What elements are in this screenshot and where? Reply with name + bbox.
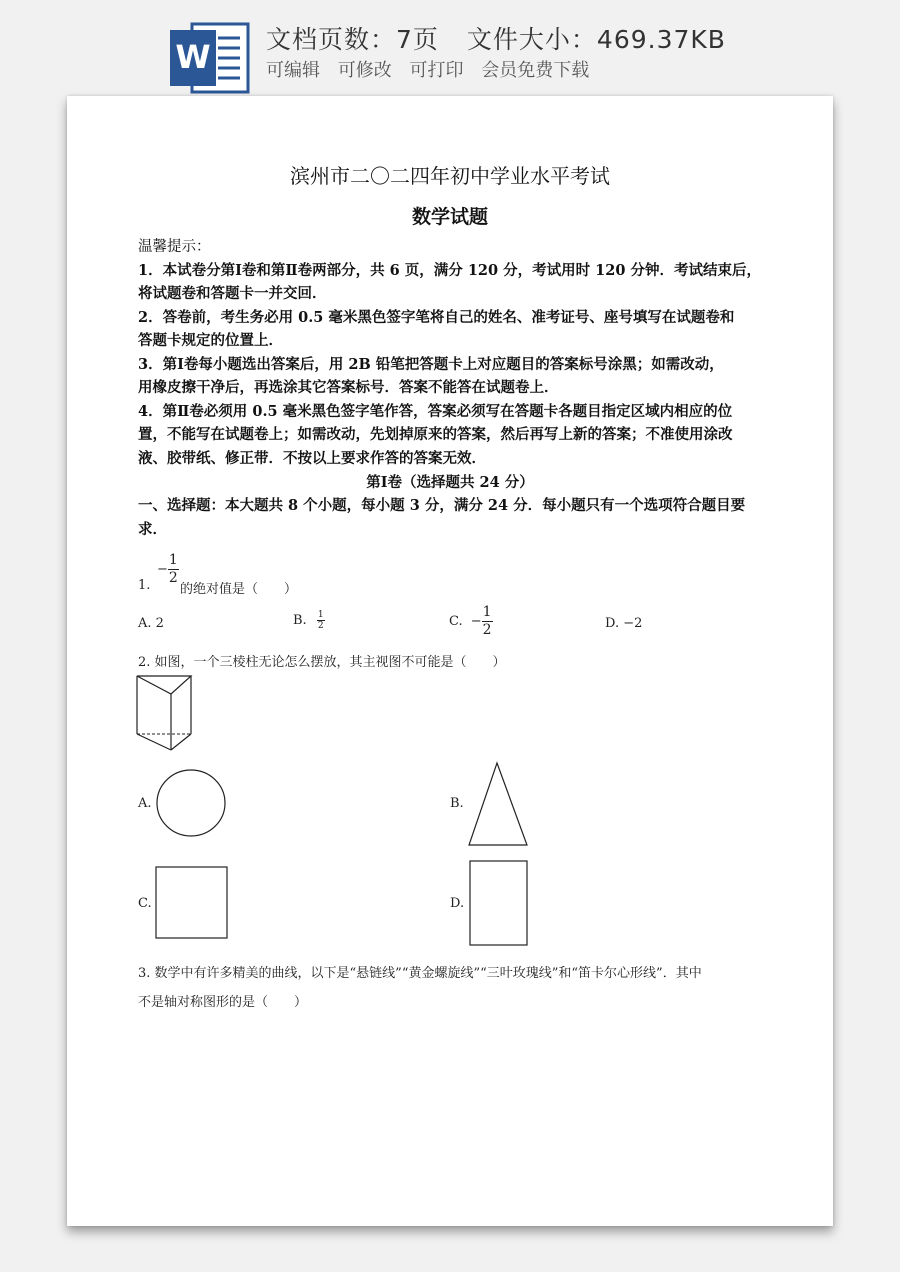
notice-line: 4．第Ⅱ卷必须用 0.5 毫米黑色签字笔作答，答案必须写在答题卡各题目指定区域内相应的位 [138, 403, 733, 420]
q1-fraction [168, 552, 179, 587]
notice-line: 液、胶带纸、修正带．不按以上要求作答的答案无效． [138, 450, 486, 467]
triangle-figure [467, 761, 529, 847]
q1-tail: 的绝对值是（ ） [180, 582, 298, 597]
notice-line: 3．第Ⅰ卷每小题选出答案后，用 2B 铅笔把答题卡上对应题目的答案标号涂黑；如需改动， [138, 356, 724, 373]
section-title: 第Ⅰ卷（选择题共 24 分） [366, 474, 534, 491]
document-page [67, 96, 833, 1226]
q2-option-b-label: B. [450, 796, 464, 811]
q1-option-a: A. 2 [138, 616, 164, 631]
file-size-label: 文件大小：469.37KB [466, 25, 726, 54]
q1-option-c: C. − $\frac{1}{2}$ [449, 604, 492, 638]
notice-line: 用橡皮擦干净后，再选涂其它答案标号．答案不能答在试题卷上． [138, 379, 559, 396]
circle-figure [156, 769, 228, 839]
q2-text: 2. 如图，一个三棱柱无论怎么摆放，其主视图不可能是（ ） [138, 655, 506, 670]
notice-line: 2．答卷前，考生务必用 0.5 毫米黑色签字笔将自己的姓名、准考证号、座号填写在试题卷和 [138, 309, 735, 326]
svg-text:W: W [175, 38, 211, 76]
q3-text-line: 3. 数学中有许多精美的曲线，以下是“悬链线”“黄金螺旋线”“三叶玫瑰线”和“笛卡尔心形线”．其中 [138, 966, 702, 981]
q1-option-b: B. $\frac{1}{2}$ [293, 610, 324, 631]
feature-modifiable: 可修改 [337, 60, 392, 81]
q1-number: 1. [138, 578, 151, 593]
feature-printable: 可打印 [409, 60, 464, 81]
q1-denominator: 2 [168, 570, 178, 586]
q1-option-d: D. −2 [605, 616, 643, 631]
notice-line: 1．本试卷分第Ⅰ卷和第Ⅱ卷两部分，共 6 页，满分 120 分，考试用时 120 分钟．考试结束后， [138, 262, 762, 279]
notice-line: 答题卡规定的位置上． [138, 332, 283, 349]
exam-title: 滨州市二〇二四年初中学业水平考试 [290, 164, 610, 188]
q2-option-a-label: A. [138, 796, 152, 811]
feature-editable: 可编辑 [266, 60, 320, 81]
exam-subtitle: 数学试题 [411, 206, 488, 228]
doc-info-header [0, 0, 900, 100]
q2-option-c-label: C. [138, 896, 152, 911]
notice-heading: 温馨提示： [138, 239, 211, 255]
q1-numerator: 1 [168, 552, 178, 568]
page-count-label: 文档页数：7页 [266, 25, 439, 54]
notice-line: 将试题卷和答题卡一并交回． [138, 285, 327, 302]
feature-member-download: 会员免费下载 [481, 60, 590, 81]
file-info-line [266, 20, 726, 56]
section-intro-line: 求． [138, 521, 167, 538]
square-figure [155, 866, 229, 940]
rectangle-figure [469, 860, 529, 948]
triangular-prism-figure [135, 674, 195, 754]
q3-text-line: 不是轴对称图形的是（ ） [138, 995, 308, 1010]
q2-option-d-label: D. [450, 896, 465, 911]
feature-list [266, 56, 601, 82]
notice-line: 置，不能写在试题卷上；如需改动，先划掉原来的答案，然后再写上新的答案；不准使用涂改 [138, 426, 733, 443]
q1-expression [157, 552, 179, 587]
section-intro-line: 一、选择题：本大题共 8 个小题，每小题 3 分，满分 24 分．每小题只有一个选项符合题目要 [138, 497, 746, 514]
q1-minus: − [157, 562, 168, 577]
word-doc-icon [170, 22, 250, 94]
